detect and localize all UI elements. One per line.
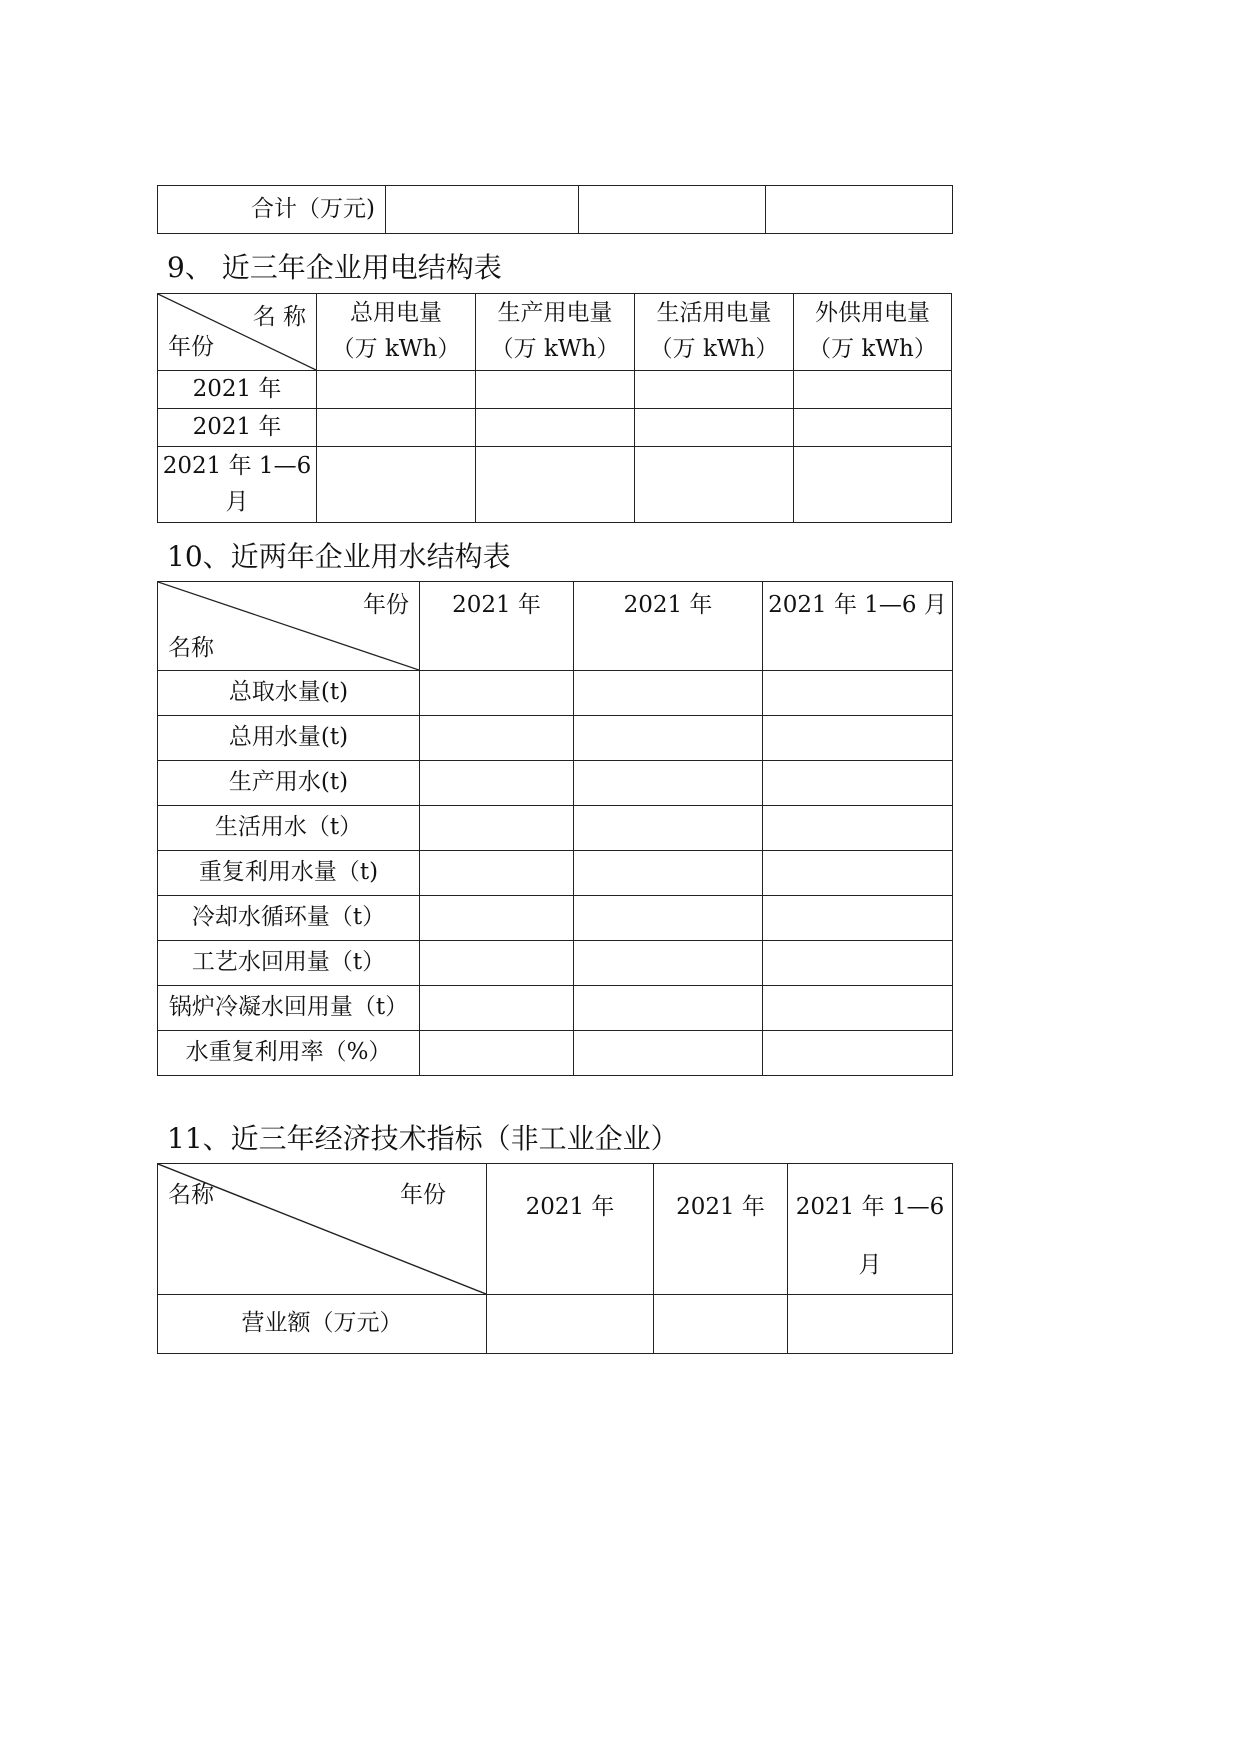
- section11-heading: 11、近三年经济技术指标（非工业企业）: [167, 1122, 679, 1155]
- column-header-line1: 生活用电量: [656, 300, 772, 327]
- table-header-row: [158, 294, 952, 371]
- row-label: 生活用水（t）: [158, 806, 420, 851]
- input-cell[interactable]: [317, 409, 476, 447]
- column-header-line2: （万 kWh）: [331, 336, 461, 362]
- corner-label-name: 名称: [168, 635, 214, 661]
- row-label: 水重复利用率（%）: [158, 1031, 420, 1076]
- section9-heading: 9、 近三年企业用电结构表: [167, 251, 502, 284]
- total-label: 合计（万元): [251, 195, 375, 222]
- row-label-line1: 2021 年 1—6: [162, 452, 312, 479]
- diagonal-header-cell: [158, 1164, 487, 1295]
- row-label-line2: 月: [225, 488, 249, 515]
- table-row: [158, 941, 953, 986]
- input-cell[interactable]: [420, 716, 574, 761]
- input-cell[interactable]: [476, 409, 635, 447]
- column-header: 2021 年 1—6 月: [763, 582, 953, 671]
- row-label: 生产用水(t): [158, 761, 420, 806]
- row-label: 锅炉冷凝水回用量（t）: [158, 986, 420, 1031]
- input-cell[interactable]: [574, 671, 763, 716]
- section10-heading: 10、近两年企业用水结构表: [167, 540, 511, 573]
- input-cell[interactable]: [635, 447, 794, 523]
- column-header: [476, 294, 635, 371]
- water-structure-table: [157, 581, 953, 1076]
- table-row: [158, 896, 953, 941]
- row-label: 重复利用水量（t): [158, 851, 420, 896]
- column-header-line2: （万 kWh）: [490, 336, 620, 362]
- input-cell[interactable]: [763, 851, 953, 896]
- input-cell[interactable]: [794, 409, 952, 447]
- input-cell[interactable]: [763, 1031, 953, 1076]
- input-cell[interactable]: [635, 371, 794, 409]
- corner-label-year: 年份: [168, 334, 214, 360]
- input-cell[interactable]: [574, 716, 763, 761]
- column-header-line1: 总用电量: [350, 300, 442, 327]
- total-label-cell: [158, 186, 386, 234]
- column-header: [317, 294, 476, 371]
- table-header-row: [158, 1164, 953, 1295]
- input-cell[interactable]: [420, 986, 574, 1031]
- column-header: [794, 294, 952, 371]
- electricity-structure-table: [157, 293, 952, 523]
- table-row: [158, 371, 952, 409]
- column-header: 2021 年: [574, 582, 763, 671]
- input-cell[interactable]: [476, 447, 635, 523]
- corner-label-year: 年份: [400, 1182, 446, 1208]
- total-input-cell[interactable]: [766, 186, 953, 234]
- input-cell[interactable]: [635, 409, 794, 447]
- input-cell[interactable]: [574, 986, 763, 1031]
- input-cell[interactable]: [420, 761, 574, 806]
- input-cell[interactable]: [420, 851, 574, 896]
- input-cell[interactable]: [763, 671, 953, 716]
- row-label: 营业额（万元）: [158, 1295, 487, 1354]
- row-label: [158, 447, 317, 523]
- row-label: 总用水量(t): [158, 716, 420, 761]
- diagonal-header-cell: [158, 294, 317, 371]
- input-cell[interactable]: [794, 447, 952, 523]
- column-header: 2021 年: [420, 582, 574, 671]
- row-label: 冷却水循环量（t）: [158, 896, 420, 941]
- table-row: [158, 986, 953, 1031]
- input-cell[interactable]: [763, 761, 953, 806]
- input-cell[interactable]: [317, 371, 476, 409]
- table-row: [158, 409, 952, 447]
- input-cell[interactable]: [763, 716, 953, 761]
- table-header-row: [158, 582, 953, 671]
- row-label: 2021 年: [158, 409, 317, 447]
- table-row: [158, 761, 953, 806]
- input-cell[interactable]: [487, 1295, 654, 1354]
- column-header-line1: 生产用电量: [497, 300, 613, 327]
- table-row: [158, 851, 953, 896]
- column-header-line1: 2021 年: [525, 1194, 615, 1220]
- input-cell[interactable]: [654, 1295, 788, 1354]
- total-row-table: [157, 185, 953, 234]
- table-row: [158, 671, 953, 716]
- input-cell[interactable]: [574, 806, 763, 851]
- row-label: 总取水量(t): [158, 671, 420, 716]
- input-cell[interactable]: [420, 671, 574, 716]
- total-input-cell[interactable]: [386, 186, 579, 234]
- total-input-cell[interactable]: [579, 186, 766, 234]
- input-cell[interactable]: [420, 1031, 574, 1076]
- input-cell[interactable]: [788, 1295, 953, 1354]
- column-header: [654, 1164, 788, 1295]
- input-cell[interactable]: [574, 896, 763, 941]
- column-header: [635, 294, 794, 371]
- input-cell[interactable]: [317, 447, 476, 523]
- input-cell[interactable]: [763, 941, 953, 986]
- input-cell[interactable]: [420, 941, 574, 986]
- table-row: [158, 806, 953, 851]
- input-cell[interactable]: [574, 941, 763, 986]
- economic-indicators-table: [157, 1163, 953, 1354]
- row-label: 工艺水回用量（t）: [158, 941, 420, 986]
- column-header-line1: 2021 年 1—6: [795, 1194, 945, 1220]
- input-cell[interactable]: [763, 806, 953, 851]
- input-cell[interactable]: [574, 851, 763, 896]
- input-cell[interactable]: [763, 986, 953, 1031]
- diagonal-header-cell: [158, 582, 420, 671]
- column-header: [487, 1164, 654, 1295]
- table-row: [158, 1031, 953, 1076]
- row-label: 2021 年: [158, 371, 317, 409]
- table-row: [158, 716, 953, 761]
- column-header: [788, 1164, 953, 1295]
- corner-label-year: 年份: [363, 592, 409, 618]
- input-cell[interactable]: [763, 896, 953, 941]
- column-header-line2: （万 kWh）: [649, 336, 779, 362]
- column-header-line2: 月: [858, 1252, 882, 1278]
- input-cell[interactable]: [476, 371, 635, 409]
- corner-label-name: 名 称: [252, 304, 306, 330]
- table-row: [158, 447, 952, 523]
- corner-label-name: 名称: [168, 1182, 214, 1208]
- column-header-line2: （万 kWh）: [808, 336, 937, 362]
- input-cell[interactable]: [420, 896, 574, 941]
- input-cell[interactable]: [794, 371, 952, 409]
- column-header-line1: 2021 年: [676, 1194, 765, 1220]
- column-header-line1: 外供用电量: [815, 300, 930, 327]
- input-cell[interactable]: [574, 761, 763, 806]
- input-cell[interactable]: [574, 1031, 763, 1076]
- table-row: [158, 1295, 953, 1354]
- input-cell[interactable]: [420, 806, 574, 851]
